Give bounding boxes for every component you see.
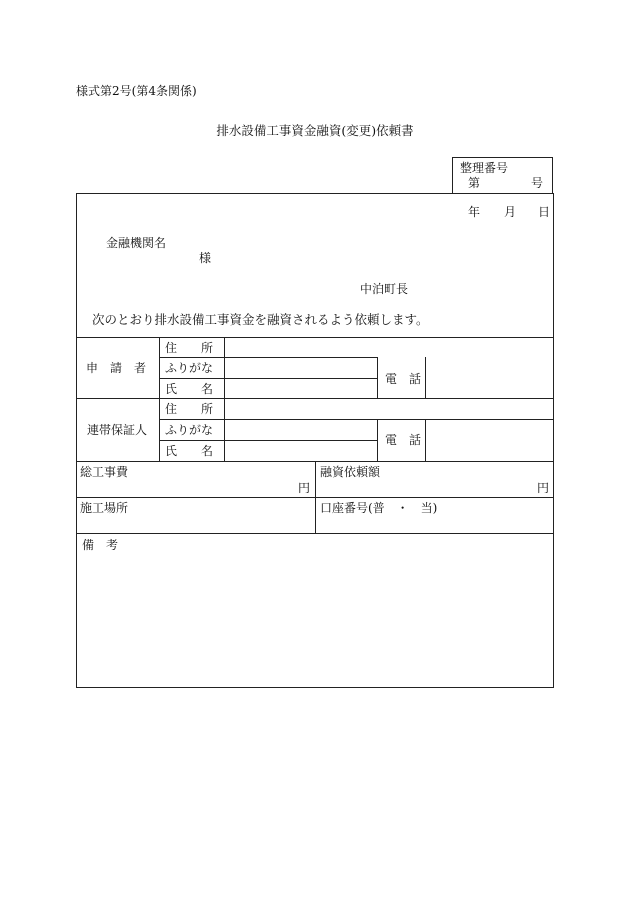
applicant-phone-label: 電 話 (385, 372, 422, 386)
reference-number-label: 整理番号 (460, 161, 509, 175)
guarantor-furigana-label: ふりがな (165, 423, 214, 437)
applicant-label: 申 請 者 (86, 361, 147, 375)
applicant-address-field[interactable] (225, 338, 553, 357)
guarantor-name-label: 氏 名 (165, 444, 214, 458)
sender-mayor: 中泊町長 (360, 282, 409, 296)
loan-amount-label: 融資依頼額 (320, 465, 381, 479)
applicant-furigana-field[interactable] (225, 358, 377, 377)
applicant-address-label: 住 所 (165, 341, 214, 355)
applicant-furigana-label: ふりがな (165, 361, 214, 375)
reference-dai: 第 (468, 176, 481, 190)
form-number: 様式第2号(第4条関係) (76, 84, 197, 98)
reference-go: 号 (531, 176, 544, 190)
total-cost-unit: 円 (298, 481, 311, 495)
guarantor-furigana-field[interactable] (225, 420, 377, 440)
form-title: 排水設備工事資金融資(変更)依頼書 (216, 123, 414, 138)
loan-amount-unit: 円 (537, 481, 550, 495)
loan-amount-field[interactable] (316, 462, 553, 497)
date-year: 年 (468, 205, 481, 219)
guarantor-label: 連帯保証人 (87, 423, 148, 437)
guarantor-name-field[interactable] (225, 441, 377, 461)
applicant-name-label: 氏 名 (165, 382, 214, 396)
account-number-label: 口座番号(普 ・ 当) (320, 501, 438, 515)
honorific-sama: 様 (199, 251, 212, 265)
guarantor-phone-label: 電 話 (385, 433, 422, 447)
date-month: 月 (504, 205, 517, 219)
account-number-field[interactable] (316, 498, 553, 533)
remarks-field[interactable] (77, 534, 553, 687)
applicant-name-field[interactable] (225, 379, 377, 398)
applicant-phone-field[interactable] (426, 358, 553, 398)
guarantor-address-label: 住 所 (165, 402, 214, 416)
total-cost-field[interactable] (77, 462, 315, 497)
remarks-label: 備 考 (82, 538, 119, 552)
bank-name-label: 金融機関名 (106, 236, 167, 250)
guarantor-address-field[interactable] (225, 399, 553, 419)
total-cost-label: 総工事費 (80, 465, 129, 479)
request-statement: 次のとおり排水設備工事資金を融資されるよう依頼します。 (92, 312, 429, 327)
construction-site-label: 施工場所 (80, 501, 129, 515)
date-day: 日 (538, 205, 551, 219)
construction-site-field[interactable] (77, 498, 315, 533)
guarantor-phone-field[interactable] (426, 420, 553, 461)
